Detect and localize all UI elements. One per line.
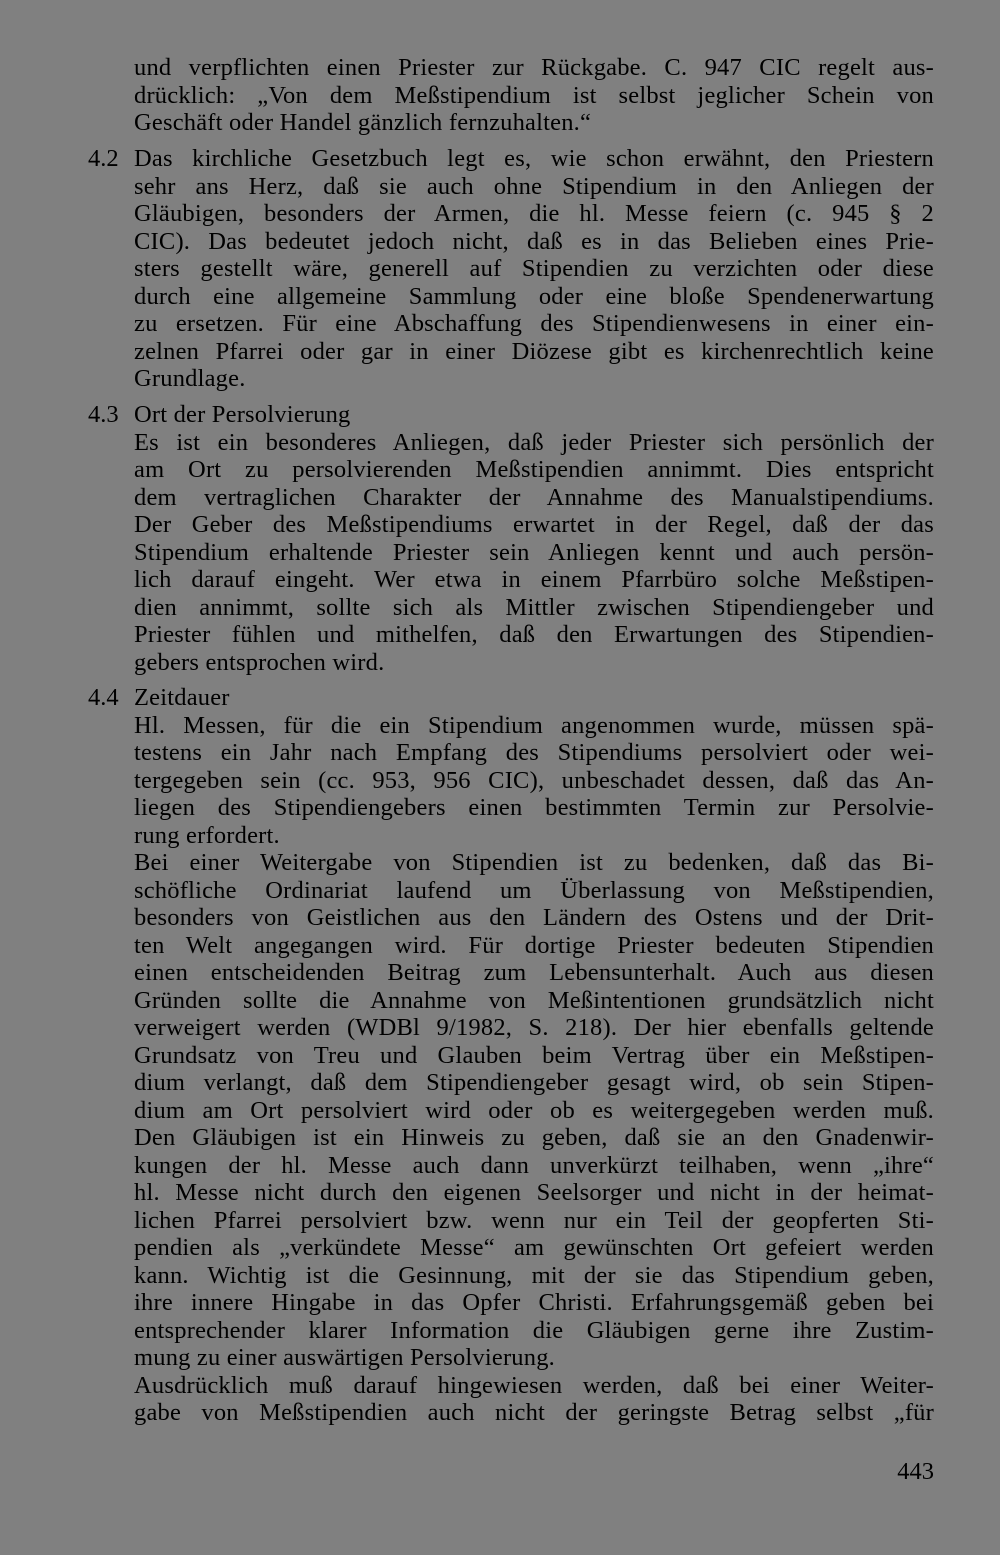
text-line: Grundsatz von Treu und Glauben beim Vertrag über ein Meßstipen-: [134, 1041, 934, 1069]
text-line: schöfliche Ordinariat laufend um Überlassung von Meßstipendien,: [134, 876, 934, 904]
text-line: sters gestellt wäre, generell auf Stipendien zu verzichten oder diese: [134, 255, 934, 282]
text-line: gebers entsprochen wird.: [134, 648, 385, 676]
text-line: tergegeben sein (cc. 953, 956 CIC), unbeschadet dessen, daß das An-: [134, 766, 934, 794]
text-line: Ausdrücklich muß darauf hingewiesen werden, daß bei einer Weiter-: [134, 1371, 934, 1399]
text-line: rung erfordert.: [134, 821, 280, 849]
section-number: 4.4: [88, 684, 119, 711]
text-line: zu ersetzen. Für eine Abschaffung des Stipendienwesens in einer ein-: [134, 310, 934, 337]
text-line: kann. Wichtig ist die Gesinnung, mit der sie das Stipendium geben,: [134, 1261, 934, 1289]
text-line: lich darauf eingeht. Wer etwa in einem Pfarrbüro solche Meßstipen-: [134, 566, 934, 593]
text-line: dium verlangt, daß dem Stipendiengeber gesagt wird, ob sein Stipen-: [134, 1069, 934, 1096]
section-4-2-body: [134, 145, 934, 393]
text-line: ten Welt angegangen wird. Für dortige Priester bedeuten Stipendien: [134, 931, 934, 959]
text-line: Es ist ein besonderes Anliegen, daß jeder Priester sich persönlich der: [134, 428, 934, 456]
text-line: am Ort zu persolvierenden Meßstipendien annimmt. Dies entspricht: [134, 456, 934, 483]
text-line: verweigert werden (WDBl 9/1982, S. 218). Der hier ebenfalls geltende: [134, 1014, 934, 1041]
text-line: Gläubigen, besonders der Armen, die hl. Messe feiern (c. 945 § 2: [134, 200, 934, 227]
text-line: zelnen Pfarrei oder gar in einer Diözese gibt es kirchenrechtlich keine: [134, 337, 934, 365]
text-line: einen entscheidenden Beitrag zum Lebensunterhalt. Auch aus diesen: [134, 959, 934, 986]
text-line: entsprechender klarer Information die Gläubigen gerne ihre Zustim-: [134, 1316, 934, 1344]
text-line: ihre innere Hingabe in das Opfer Christi. Erfahrungsgemäß geben bei: [134, 1289, 934, 1316]
text-line: Priester fühlen und mithelfen, daß den Erwartungen des Stipendien-: [134, 621, 934, 648]
text-line: Geschäft oder Handel gänzlich fernzuhalten.“: [134, 109, 592, 136]
section-4-3-body: [134, 401, 934, 676]
text-line: kungen der hl. Messe auch dann unverkürzt teilhaben, wenn „ihre“: [134, 1151, 934, 1179]
section-heading: Ort der Persolvierung: [134, 401, 351, 428]
text-line: drücklich: „Von dem Meßstipendium ist selbst jeglicher Schein von: [134, 81, 934, 109]
text-line: dien annimmt, sollte sich als Mittler zwischen Stipendiengeber und: [134, 593, 934, 621]
text-line: Das kirchliche Gesetzbuch legt es, wie schon erwähnt, den Priestern: [134, 145, 934, 172]
text-line: pendien als „verkündete Messe“ am gewünschten Ort gefeiert werden: [134, 1234, 934, 1261]
text-line: besonders von Geistlichen aus den Ländern des Ostens und der Drit-: [134, 904, 934, 931]
text-line: lichen Pfarrei persolviert bzw. wenn nur ein Teil der geopferten Sti-: [134, 1206, 934, 1234]
text-line: Grundlage.: [134, 365, 246, 392]
text-line: mung zu einer auswärtigen Persolvierung.: [134, 1344, 555, 1371]
section-number: 4.3: [88, 401, 119, 428]
text-line: CIC). Das bedeutet jedoch nicht, daß es in das Belieben eines Prie-: [134, 227, 934, 255]
text-line: hl. Messe nicht durch den eigenen Seelsorger und nicht in der heimat-: [134, 1179, 934, 1206]
section-number: 4.2: [88, 145, 119, 172]
text-line: Bei einer Weitergabe von Stipendien ist zu bedenken, daß das Bi-: [134, 849, 934, 876]
section-4-4-body: [134, 684, 934, 1427]
text-line: testens ein Jahr nach Empfang des Stipendiums persolviert oder wei-: [134, 739, 934, 766]
text-line: Stipendium erhaltende Priester sein Anliegen kennt und auch persön-: [134, 538, 934, 566]
text-line: Gründen sollte die Annahme von Meßintentionen grundsätzlich nicht: [134, 986, 934, 1014]
text-line: Der Geber des Meßstipendiums erwartet in der Regel, daß der das: [134, 511, 934, 538]
text-line: sehr ans Herz, daß sie auch ohne Stipendium in den Anliegen der: [134, 172, 934, 200]
text-line: durch eine allgemeine Sammlung oder eine bloße Spendenerwartung: [134, 282, 934, 310]
text-line: Hl. Messen, für die ein Stipendium angenommen wurde, müssen spä-: [134, 711, 934, 739]
text-line: liegen des Stipendiengebers einen bestimmten Termin zur Persolvie-: [134, 794, 934, 821]
text-line: dem vertraglichen Charakter der Annahme des Manualstipendiums.: [134, 483, 934, 511]
section-heading: Zeitdauer: [134, 684, 230, 711]
text-line: und verpflichten einen Priester zur Rückgabe. C. 947 CIC regelt aus-: [134, 54, 934, 81]
paragraph-continuation: [134, 54, 934, 137]
text-line: dium am Ort persolviert wird oder ob es weitergegeben werden muß.: [134, 1096, 934, 1124]
page-number: 443: [897, 1458, 934, 1485]
text-line: gabe von Meßstipendien auch nicht der geringste Betrag selbst „für: [134, 1399, 934, 1426]
text-line: Den Gläubigen ist ein Hinweis zu geben, daß sie an den Gnadenwir-: [134, 1124, 934, 1151]
